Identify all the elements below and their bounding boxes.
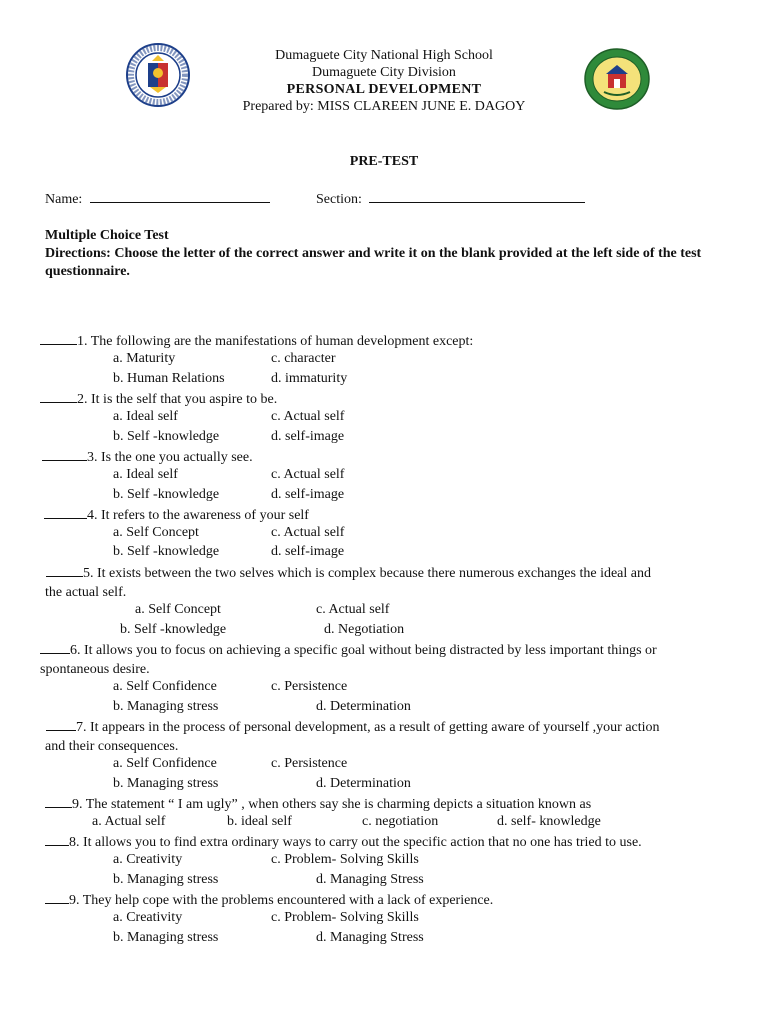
option-c: c. Actual self bbox=[271, 525, 345, 540]
option-d: d. self-image bbox=[271, 429, 345, 444]
option-a: a. Self Concept bbox=[113, 525, 199, 540]
option-d: d. self-image bbox=[271, 544, 345, 559]
option-b: b. Managing stress bbox=[113, 776, 219, 791]
school-name: Dumaguete City National High School bbox=[275, 48, 493, 63]
question-text: 5. It exists between the two selves which is complex because there numerous exchanges the ideal and bbox=[83, 566, 651, 581]
option-b: b. Self -knowledge bbox=[113, 487, 220, 502]
option-d: d. self-image bbox=[271, 487, 345, 502]
question-text: 2. It is the self that you aspire to be. bbox=[77, 392, 278, 407]
question-2 bbox=[0, 390, 768, 410]
option-c: c. negotiation bbox=[362, 814, 439, 829]
option-d: d. self- knowledge bbox=[497, 814, 601, 829]
option-a: a. Ideal self bbox=[113, 409, 178, 424]
question-text: 4. It refers to the awareness of your self bbox=[87, 508, 309, 523]
option-d: d. Determination bbox=[316, 699, 411, 714]
section-field-row bbox=[316, 190, 585, 208]
option-a: a. Ideal self bbox=[113, 467, 178, 482]
answer-blank[interactable] bbox=[46, 564, 83, 577]
option-d: d. Negotiation bbox=[324, 622, 405, 637]
option-b: b. Self -knowledge bbox=[113, 544, 220, 559]
answer-blank[interactable] bbox=[45, 891, 69, 904]
directions-text: Directions: Choose the letter of the correct answer and write it on the blank provided at the left side of the test questionnaire. bbox=[45, 246, 702, 279]
question-1 bbox=[0, 332, 768, 352]
option-c: c. Persistence bbox=[271, 679, 348, 694]
option-c: c. Persistence bbox=[271, 756, 348, 771]
option-a: a. Creativity bbox=[113, 852, 183, 867]
option-d: d. Determination bbox=[316, 776, 411, 791]
option-a: a. Maturity bbox=[113, 351, 176, 366]
option-b: b. Self -knowledge bbox=[113, 429, 220, 444]
division-name: Dumaguete City Division bbox=[312, 65, 456, 80]
question-text: 9. The statement “ I am ugly” , when others say she is charming depicts a situation known as bbox=[72, 797, 592, 812]
name-blank-line[interactable] bbox=[90, 190, 270, 203]
test-type-heading: Multiple Choice Test bbox=[45, 228, 169, 243]
option-d: d. immaturity bbox=[271, 371, 348, 386]
answer-blank[interactable] bbox=[40, 390, 77, 403]
name-field-row bbox=[45, 190, 270, 208]
question-6-continued: spontaneous desire. bbox=[40, 662, 150, 677]
question-text: 6. It allows you to focus on achieving a specific goal without being distracted by less important things or bbox=[70, 643, 657, 658]
option-c: c. Problem- Solving Skills bbox=[271, 910, 419, 925]
answer-blank[interactable] bbox=[40, 641, 70, 654]
answer-blank[interactable] bbox=[44, 506, 87, 519]
option-b: b. ideal self bbox=[227, 814, 292, 829]
question-text: 1. The following are the manifestations of human development except: bbox=[77, 334, 474, 349]
option-c: c. Actual self bbox=[271, 467, 345, 482]
option-b: b. Managing stress bbox=[113, 699, 219, 714]
question-text: 9. They help cope with the problems encountered with a lack of experience. bbox=[69, 893, 494, 908]
option-d: d. Managing Stress bbox=[316, 930, 424, 945]
option-a: a. Self Confidence bbox=[113, 679, 217, 694]
directions-block bbox=[45, 227, 725, 281]
option-a: a. Creativity bbox=[113, 910, 183, 925]
option-c: c. Actual self bbox=[316, 602, 390, 617]
question-5 bbox=[0, 564, 768, 584]
option-b: b. Self -knowledge bbox=[120, 622, 227, 637]
option-c: c. Actual self bbox=[271, 409, 345, 424]
answer-blank[interactable] bbox=[45, 833, 69, 846]
option-b: b. Managing stress bbox=[113, 872, 219, 887]
answer-blank[interactable] bbox=[40, 332, 77, 345]
question-4 bbox=[0, 506, 768, 526]
option-b: b. Managing stress bbox=[113, 930, 219, 945]
document-header bbox=[0, 47, 768, 115]
option-c: c. Problem- Solving Skills bbox=[271, 852, 419, 867]
answer-blank[interactable] bbox=[42, 448, 87, 461]
question-text: 7. It appears in the process of personal development, as a result of getting aware of yourself ,your action bbox=[76, 720, 660, 735]
question-6 bbox=[0, 641, 768, 661]
subject-name: PERSONAL DEVELOPMENT bbox=[286, 82, 482, 97]
question-text: 8. It allows you to find extra ordinary ways to carry out the specific action that no one has tried to use. bbox=[69, 835, 642, 850]
question-8-statement bbox=[0, 795, 768, 815]
page-title: PRE-TEST bbox=[349, 154, 419, 169]
option-a: a. Self Concept bbox=[135, 602, 221, 617]
section-label: Section: bbox=[316, 192, 362, 207]
answer-blank[interactable] bbox=[45, 795, 72, 808]
section-blank-line[interactable] bbox=[369, 190, 585, 203]
question-3 bbox=[0, 448, 768, 468]
answer-blank[interactable] bbox=[46, 718, 76, 731]
option-d: d. Managing Stress bbox=[316, 872, 424, 887]
prepared-by: Prepared by: MISS CLAREEN JUNE E. DAGOY bbox=[242, 99, 526, 114]
question-5-continued: the actual self. bbox=[45, 585, 127, 600]
name-label: Name: bbox=[45, 192, 83, 207]
question-text: 3. Is the one you actually see. bbox=[87, 450, 253, 465]
question-9 bbox=[0, 833, 768, 853]
option-b: b. Human Relations bbox=[113, 371, 225, 386]
option-c: c. character bbox=[271, 351, 336, 366]
question-7 bbox=[0, 718, 768, 738]
option-a: a. Actual self bbox=[92, 814, 166, 829]
option-a: a. Self Confidence bbox=[113, 756, 217, 771]
question-10 bbox=[0, 891, 768, 911]
question-7-continued: and their consequences. bbox=[45, 739, 179, 754]
